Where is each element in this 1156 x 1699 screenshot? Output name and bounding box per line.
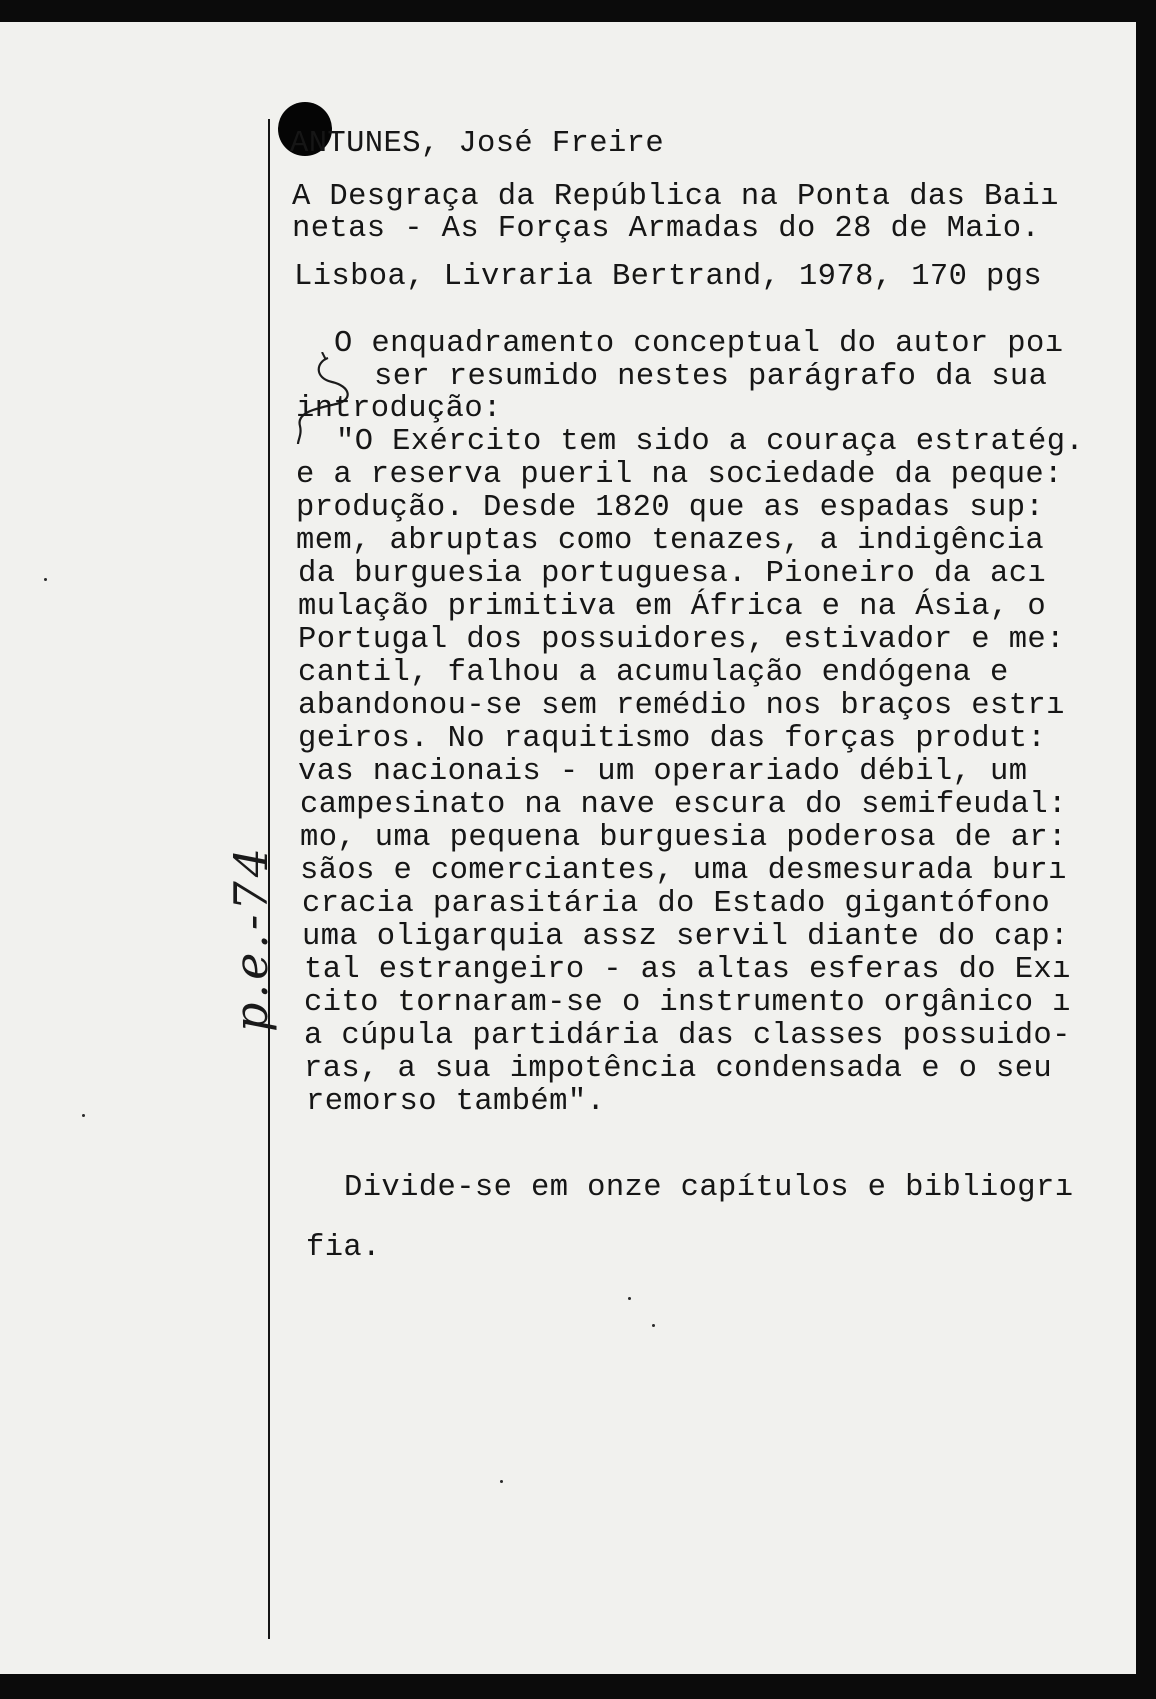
- quote-line: tal estrangeiro - as altas esferas do Exı: [304, 953, 1071, 987]
- intro-line: O enquadramento conceptual do autor poı: [334, 327, 1064, 361]
- handwritten-margin-note: p.e.-74: [224, 844, 278, 1032]
- quote-line: geiros. No raquitismo das forças produt:: [298, 722, 1047, 756]
- quote-line: sãos e comerciantes, uma desmesurada burı: [300, 854, 1067, 888]
- intro-line: ser resumido nestes parágrafo da sua: [374, 360, 1048, 394]
- quote-line: produção. Desde 1820 que as espadas sup:: [296, 491, 1045, 525]
- quote-line: mo, uma pequena burguesia poderosa de ar:: [300, 821, 1067, 855]
- quote-line: mem, abruptas como tenazes, a indigência: [296, 524, 1045, 558]
- citation-title-line: A Desgraça da República na Ponta das Baiı: [292, 180, 1059, 214]
- quote-line: mulação primitiva em África e na Ásia, o: [298, 590, 1047, 624]
- quote-line: e a reserva pueril na sociedade da peque:: [296, 458, 1063, 492]
- paper-speck: [500, 1480, 503, 1483]
- quote-line: campesinato na nave escura do semifeudal:: [300, 788, 1067, 822]
- citation-title-line: netas - As Forças Armadas do 28 de Maio.: [292, 212, 1041, 246]
- intro-line: introdução:: [296, 392, 502, 426]
- quote-line: abandonou-se sem remédio nos braços estrı: [298, 689, 1065, 723]
- quote-line: cracia parasitária do Estado gigantófono: [302, 887, 1051, 921]
- paper-speck: [44, 578, 47, 581]
- citation-publication: Lisboa, Livraria Bertrand, 1978, 170 pgs: [294, 260, 1043, 294]
- paper-speck: [82, 1114, 85, 1117]
- quote-line: remorso também".: [306, 1085, 606, 1119]
- quote-line: "O Exército tem sido a couraça estratég.: [336, 425, 1085, 459]
- closing-line: fia.: [306, 1231, 381, 1265]
- quote-line: cantil, falhou a acumulação endógena e: [298, 656, 1009, 690]
- paper-speck: [652, 1324, 655, 1327]
- quote-line: uma oligarquia assz servil diante do cap:: [302, 920, 1069, 954]
- closing-line: Divide-se em onze capítulos e bibliogrı: [344, 1171, 1074, 1205]
- quote-line: Portugal dos possuidores, estivador e me:: [298, 623, 1065, 657]
- document-page: [0, 22, 1136, 1674]
- quote-line: ras, a sua impotência condensada e o seu: [304, 1052, 1053, 1086]
- quote-line: a cúpula partidária das classes possuido-: [304, 1019, 1071, 1053]
- quote-line: da burguesia portuguesa. Pioneiro da acı: [298, 557, 1047, 591]
- quote-line: vas nacionais - um operariado débil, um: [298, 755, 1028, 789]
- quote-line: cito tornaram-se o instrumento orgânico ı: [304, 986, 1071, 1020]
- paper-speck: [628, 1297, 631, 1300]
- citation-author: ANTUNES, José Freire: [290, 127, 665, 161]
